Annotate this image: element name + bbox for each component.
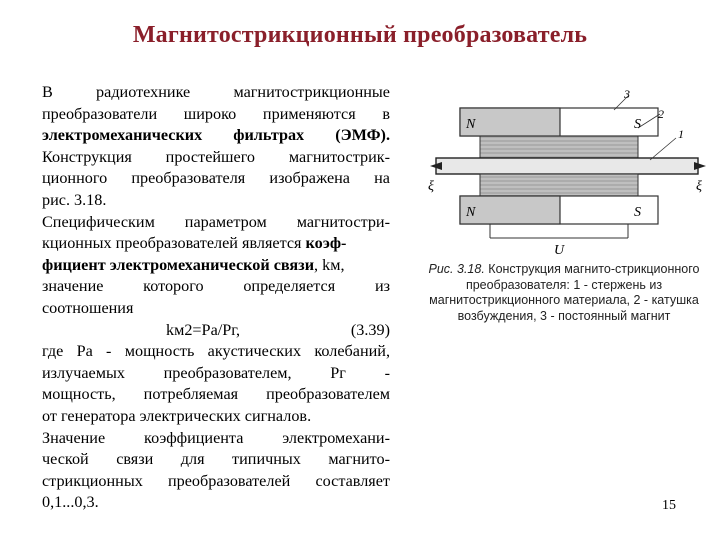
text-line: рис. 3.18. (42, 190, 107, 209)
formula-line (42, 320, 390, 342)
label-xi-right: ξ (696, 179, 702, 194)
term-coefficient-part1: коэф- (305, 234, 347, 253)
body-text (42, 82, 390, 514)
term-coefficient-part2: фициент электромеханической связи (42, 255, 315, 274)
text-line: преобразователи широко применяются в (42, 104, 390, 123)
label-s-top: S (634, 117, 641, 132)
coil-top (480, 136, 638, 158)
figure-caption (428, 262, 700, 324)
page-number: 15 (662, 498, 676, 513)
text-line: В радиотехнике магнитострикционные (42, 83, 390, 101)
label-u: U (554, 243, 565, 258)
text-line: Конструкция простейшего магнитострик- (42, 147, 390, 166)
label-3: 3 (624, 88, 630, 101)
text-line: ческой связи для типичных магнито- (42, 450, 390, 469)
coil-bottom (480, 174, 638, 196)
label-2: 2 (658, 107, 664, 121)
text-line: мощность, потребляемая преобразователем (42, 385, 390, 404)
text-line: излучаемых преобразователем, Pг - (42, 363, 390, 382)
text-line: значение которого определяется из (42, 277, 390, 296)
rod (436, 158, 698, 174)
text-line-emf: электромеханических фильтрах (ЭМФ). (42, 126, 390, 145)
formula-number: (3.39) (350, 320, 390, 339)
text-line: стрикционных преобразователей составляет (42, 471, 390, 490)
text-line: Значение коэффициента электромехани- (42, 428, 390, 447)
caption-lead: Рис. 3.18. (428, 262, 485, 276)
formula: kм2=Pа/Pг, (166, 320, 241, 339)
label-xi-left: ξ (428, 179, 434, 194)
label-1: 1 (678, 127, 684, 141)
transducer-diagram (428, 88, 708, 258)
arrow-right-icon (694, 162, 706, 170)
text-line: где Pа - мощность акустических колебаний, (42, 342, 390, 361)
text-segment: кционных преобразователей является (42, 234, 306, 253)
text-segment: , kм, (314, 255, 345, 274)
caption-text: Конструкция магнито-стрикционного преобразователя: 1 - стержень из магнитострикционного материала, 2 - катушка возбуждения, 3 - постоянный магнит (429, 262, 700, 323)
text-line: от генератора электрических сигналов. (42, 406, 312, 425)
text-line: 0,1...0,3. (42, 493, 99, 512)
text-line (42, 255, 390, 277)
label-s-bottom: S (634, 205, 641, 220)
text-line: ционного преобразователя изображена на (42, 169, 390, 188)
label-n-top: N (466, 117, 476, 132)
label-n-bottom: N (466, 205, 476, 220)
text-line: Специфическим параметром магнитостри- (42, 212, 390, 231)
slide-title: Магнитострикционный преобразователь (132, 22, 588, 48)
text-line (42, 233, 390, 255)
text-line: соотношения (42, 298, 134, 317)
